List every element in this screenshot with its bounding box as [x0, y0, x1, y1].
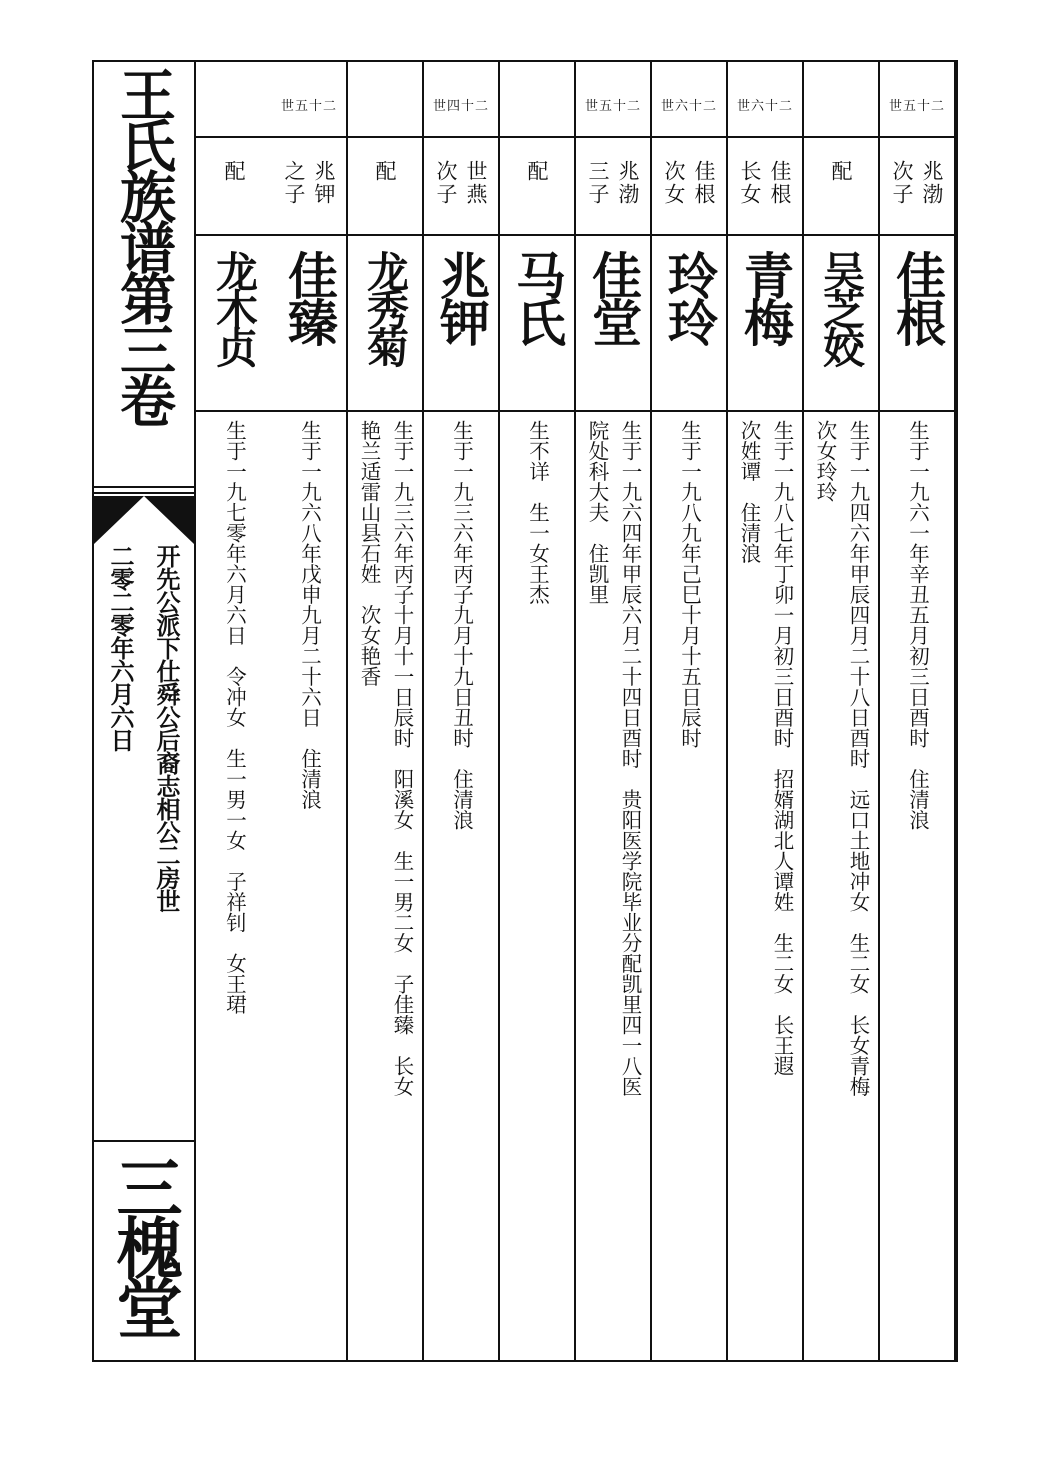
- genealogy-grid: [196, 62, 956, 1360]
- person-name: 佳堂: [584, 250, 643, 344]
- relation-label: 兆钾 之子: [282, 160, 336, 206]
- entry-column: [272, 62, 348, 1360]
- branch-lineage-text: 开先公派下仕舜公后裔志相公二房世: [152, 544, 181, 912]
- biography-text: 生于一九六四年甲辰六月二十四日酉时 贵阳医学院毕业分配凯里四一八医 院处科大夫 住凯里: [585, 420, 642, 1097]
- relation-label: 配: [829, 160, 853, 183]
- genealogy-page-frame: [92, 60, 958, 1362]
- spine-subtitle-area: [94, 544, 194, 1144]
- entry-column: [804, 62, 880, 1360]
- person-name: 马氏: [508, 250, 567, 344]
- person-name: 青梅: [736, 250, 795, 344]
- generation-label: 世四十二: [432, 99, 489, 114]
- relation-label: 兆渤 次子: [890, 160, 944, 206]
- generation-label: 世五十二: [280, 99, 337, 114]
- person-name: 兆钾: [432, 250, 491, 344]
- person-name: 佳根: [888, 250, 947, 344]
- spine-panel: [94, 62, 196, 1360]
- person-name: 龙秀菊: [361, 250, 410, 364]
- entry-column: [576, 62, 652, 1360]
- person-name: 龙木贞: [210, 250, 259, 364]
- biography-text: 生于一九三六年丙子十月十一日辰时 阳溪女 生一男二女 子佳臻 长女 艳兰适雷山县石姓 次女艳香: [357, 420, 414, 1097]
- hall-name-cell: [94, 1140, 194, 1362]
- entry-column: [880, 62, 956, 1360]
- person-name: 佳臻: [280, 250, 339, 344]
- entry-column: [652, 62, 728, 1360]
- relation-label: 配: [222, 160, 246, 183]
- biography-text: 生于一九三六年丙子九月十九日丑时 住清浪: [449, 420, 474, 830]
- entry-column: [348, 62, 424, 1360]
- generation-label: 世六十二: [736, 99, 793, 114]
- book-title-cell: [94, 62, 194, 490]
- biography-text: 生于一九六八年戊申九月二十六日 住清浪: [297, 420, 322, 810]
- generation-label: 世五十二: [584, 99, 641, 114]
- entry-column: [424, 62, 500, 1360]
- hall-name: 三槐堂: [105, 1154, 183, 1334]
- entry-column: [728, 62, 804, 1360]
- entry-column: [196, 62, 272, 1360]
- relation-label: 配: [373, 160, 397, 183]
- person-name: 玲玲: [660, 250, 719, 344]
- relation-label: 兆渤 三子: [586, 160, 640, 206]
- compile-date: 二零二零年六月六日: [106, 544, 135, 751]
- generation-label: 世六十二: [660, 99, 717, 114]
- relation-label: 佳根 次女: [662, 160, 716, 206]
- biography-text: 生于一九七零年六月六日 令冲女 生一男一女 子祥钊 女王珺: [222, 420, 247, 1015]
- biography-text: 生不详 生一女王杰: [525, 420, 550, 605]
- entry-column: [500, 62, 576, 1360]
- generation-label: 世五十二: [888, 99, 945, 114]
- person-name: 吴芝姣: [817, 250, 866, 364]
- biography-text: 生于一九六一年辛丑五月初三日酉时 住清浪: [905, 420, 930, 830]
- book-title: 王氏族谱第三卷: [111, 66, 177, 423]
- biography-text: 生于一九八七年丁卯一月初三日酉时 招婿湖北人谭姓 生二女 长王遐 次姓谭 住清浪: [737, 420, 794, 1076]
- biography-text: 生于一九八九年己巳十月十五日辰时: [677, 420, 702, 748]
- relation-label: 世燕 次子: [434, 160, 488, 206]
- relation-label: 配: [525, 160, 549, 183]
- relation-label: 佳根 长女: [738, 160, 792, 206]
- biography-text: 生于一九四六年甲辰四月二十八日酉时 远口土地冲女 生二女 长女青梅 次女玲玲: [813, 420, 870, 1097]
